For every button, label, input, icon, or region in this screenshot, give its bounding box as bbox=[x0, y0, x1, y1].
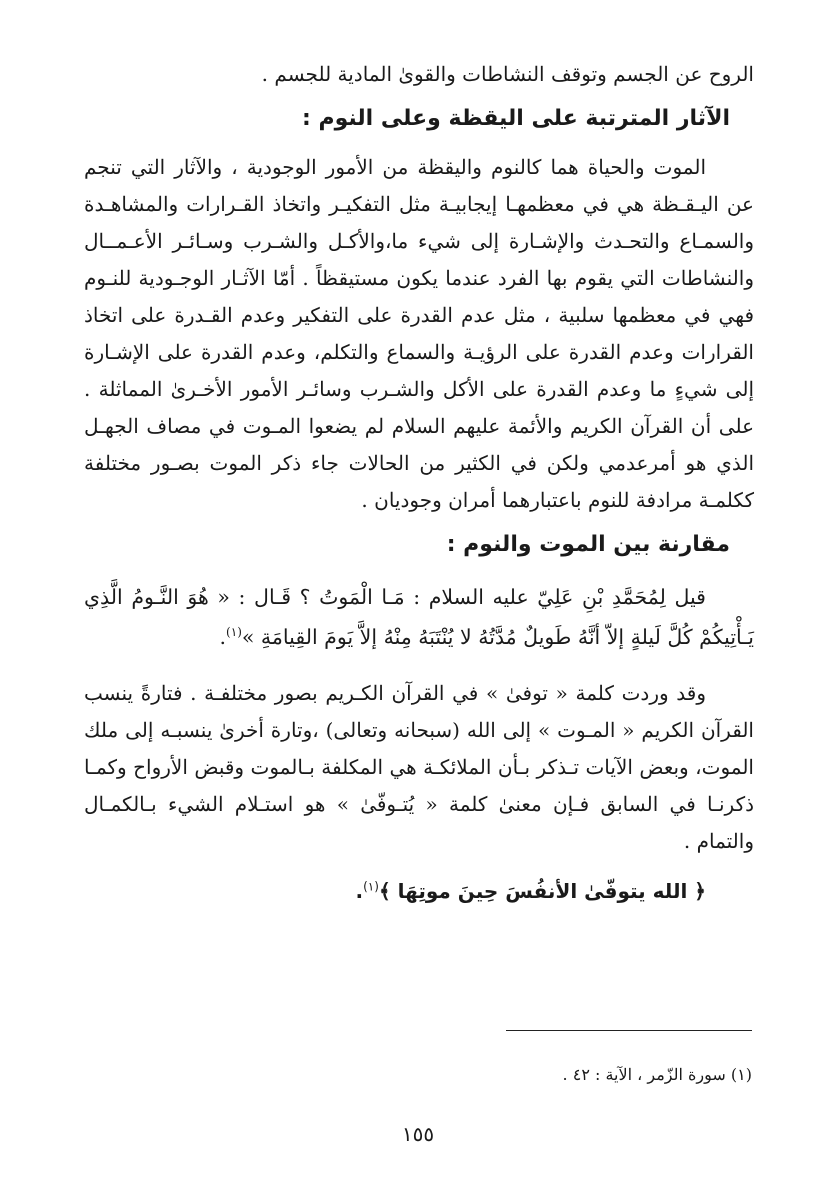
paragraph-effects: الموت والحياة هما كالنوم واليقظة من الأمور الوجودية ، والآثار التي تنجم عن اليـقـظة هي في معظمهـا إيجابيـة مثل التفكيـر واتخاذ القـرارات والمشاهـدة والسمـاع والتحـدث والإشـارة إلى شيء ما،والأكـل والشـرب وسـائـر الأعـمــال والنشاطات التي يقوم بها الفرد عندما يكون مستيقظاً . أمّا الآثـار الوجـودية للنـوم فهي في معظمها سلبية ، مثل عدم القدرة على التفكير وعدم القـدرة على اتخاذ القرارات وعدم القدرة على الرؤيـة والسماع والتكلم، وعدم القدرة على الإشـارة إلى شيءٍ ما وعدم القدرة على الأكل والشـرب وسائـر الأمور الأخـرىٰ المماثلة . على أن القرآن الكريم والأئمة عليهم السلام لم يضعوا المـوت في مصاف الجهـل الذي هو أمرعدمي ولكن في الكثير من الحالات جاء ذكر الموت بصـور مختلفة ككلمـة مرادفة للنوم باعتبارهما أمران وجوديان . bbox=[84, 155, 754, 512]
verse-end: . bbox=[355, 879, 364, 903]
page-body bbox=[84, 56, 754, 908]
footnote-divider bbox=[506, 1030, 752, 1031]
section-heading-effects: الآثار المترتبة على اليقظة وعلى النوم : bbox=[302, 106, 730, 131]
hadith-text: قيل لِمُحَمَّدِ بْنِ عَلِيّ عليه السلام : مَـا الْمَوتُ ؟ قَـال : « هُوَ النَّـومُ الَّذِي يَـأْتِيكُمْ كُلَّ لَيلةٍ إلاّ أنَّهُ طَويلٌ مُدَّتُهُ لا يُنْتَبَهُ مِنْهُ إلاَّ يَومَ القِيامَةِ » bbox=[84, 585, 754, 649]
paragraph-tawaffa: وقد وردت كلمة « توفىٰ » في القرآن الكـريم بصور مختلفـة . فتارةً ينسب القرآن الكريم « المـوت » إلى الله (سبحانه وتعالى) ،وتارة أخرىٰ ينسبـه إلى ملك الموت، وبعض الآيات تـذكر بـأن الملائكـة هي المكلفة بـالموت وقبض الأرواح وكمـا ذكرنـا في السابق فـإن معنىٰ كلمة « يُتـوفّىٰ » هو استـلام الشيء بـالكمـال والتمام . bbox=[84, 681, 754, 853]
page-number: ١٥٥ bbox=[401, 1122, 435, 1146]
section-heading-comparison: مقارنة بين الموت والنوم : bbox=[446, 532, 730, 557]
footnote-mark: (١) bbox=[363, 879, 379, 894]
quran-verse bbox=[84, 874, 754, 908]
footnote-mark: (١) bbox=[226, 625, 242, 640]
footnote: (١) سورة الزّمر ، الآية : ٤٢ . bbox=[562, 1065, 752, 1084]
continuation-line: الروح عن الجسم وتوقف النشاطات والقوىٰ المادية للجسم . bbox=[261, 62, 754, 86]
hadith-quote: قيل لِمُحَمَّدِ بْنِ عَلِيّ عليه السلام : مَـا الْمَوتُ ؟ قَـال : « هُوَ النَّـومُ الَّذِي يَـأْتِيكُمْ كُلَّ لَيلةٍ إلاّ أنَّهُ طَويلٌ مُدَّتُهُ لا يُنْتَبَهُ مِنْهُ إلاَّ يَومَ القِيامَةِ »$^{(١)}$. bbox=[84, 585, 754, 649]
verse-text: ﴿ الله يتوفّىٰ الأنفُسَ حِينَ موتِهَا ﴾ bbox=[378, 879, 706, 903]
